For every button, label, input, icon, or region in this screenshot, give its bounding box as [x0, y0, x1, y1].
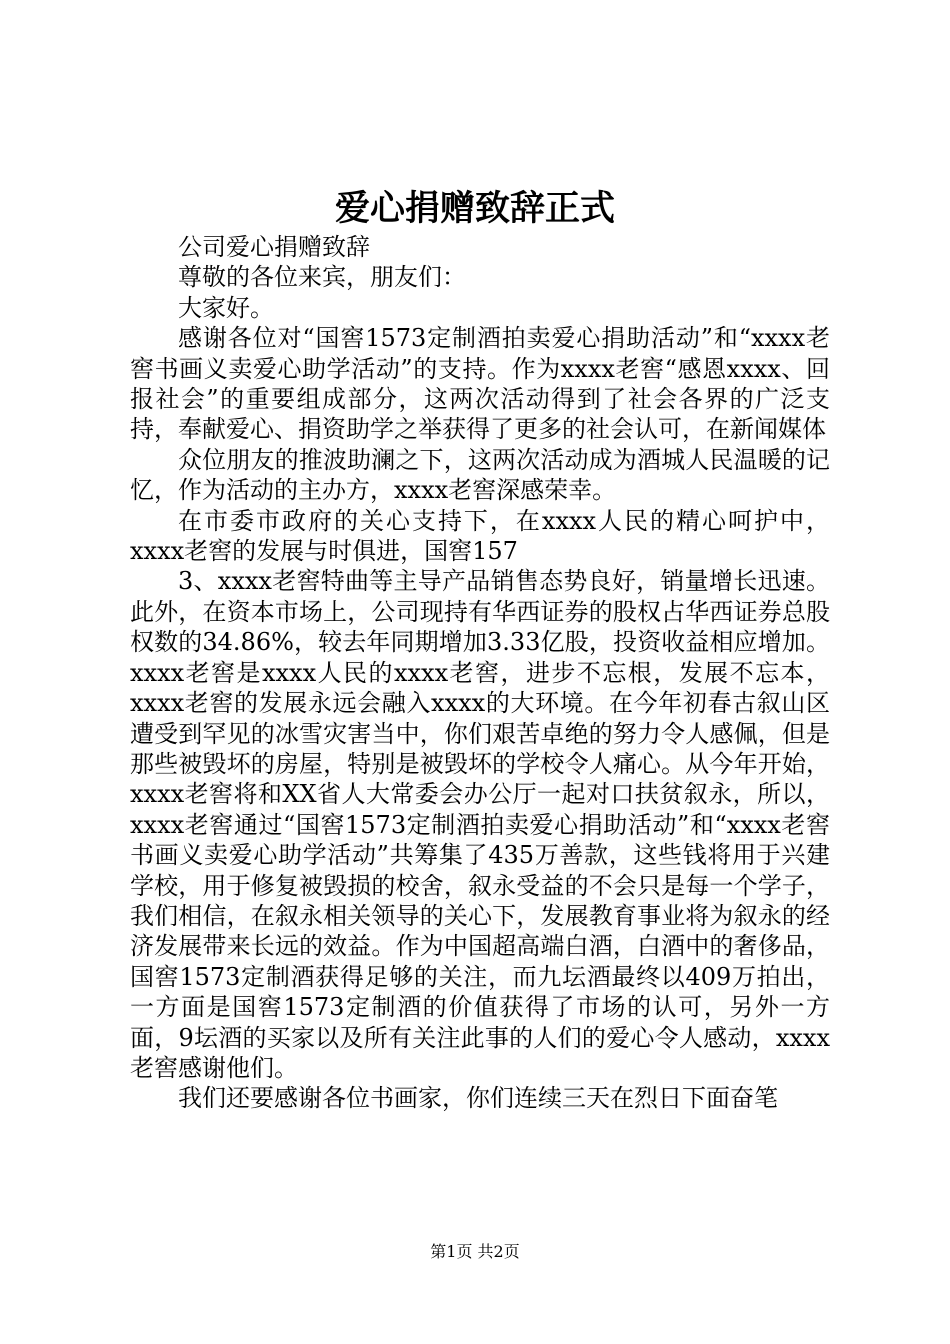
paragraph-heading: 公司爱心捐赠致辞 — [178, 233, 370, 261]
document-body — [130, 232, 830, 1114]
page-footer: 第1页 共2页 — [430, 1242, 520, 1261]
paragraph: 我们还要感谢各位书画家，你们连续三天在烈日下面奋笔 — [178, 1084, 778, 1113]
paragraph-salutation: 尊敬的各位来宾，朋友们： — [178, 263, 466, 292]
document-title: 爱心捐赠致辞正式 — [334, 188, 615, 229]
paragraph: 在市委市政府的关心支持下，在xxxx人民的精心呵护中，xxxx老窖的发展与时俱进，国窖157 — [130, 506, 830, 566]
paragraph: 3、xxxx老窖特曲等主导产品销售态势良好，销量增长迅速。此外，在资本市场上，公司现持有华西证券的股权占华西证券总股权数的34.86%，较去年同期增加3.33亿股，投资收益相应增加。xxxx老窖是xxxx人民的xxxx老窖，进步不忘根，发展不忘本，xxxx老窖的发展永远会融入xxxx的大环境。在今年初春古叙山区遭受到罕见的冰雪灾害当中，你们艰苦卓绝的努力令人感佩，但是那些被毁坏的房屋，特别是被毁坏的学校令人痛心。从今年开始，xxxx老窖将和XX省人大常委会办公厅一起对口扶贫叙永，所以，xxxx老窖通过“国窖1573定制酒拍卖爱心捐助活动”和“xxxx老窖书画义卖爱心助学活动”共筹集了435万善款，这些钱将用于兴建学校，用于修复被毁损的校舍，叙永受益的不会只是每一个学子，我们相信，在叙永相关领导的关心下，发展教育事业将为叙永的经济发展带来长远的效益。作为中国超高端白酒，白酒中的奢侈品，国窖1573定制酒获得足够的关注，而九坛酒最终以409万拍出，一方面是国窖1573定制酒的价值获得了市场的认可，另外一方面，9坛酒的买家以及所有关注此事的人们的爱心令人感动，xxxx老窖感谢他们。 — [130, 567, 830, 1082]
paragraph: 感谢各位对“国窖1573定制酒拍卖爱心捐助活动”和“xxxx老窖书画义卖爱心助学活动”的支持。作为xxxx老窖“感恩xxxx、回报社会”的重要组成部分，这两次活动得到了社会各界的广泛支持，奉献爱心、捐资助学之举获得了更多的社会认可，在新闻媒体 — [130, 324, 830, 444]
paragraph: 众位朋友的推波助澜之下，这两次活动成为酒城人民温暖的记忆，作为活动的主办方，xxxx老窖深感荣幸。 — [130, 445, 830, 505]
paragraph-greeting: 大家好。 — [178, 293, 274, 322]
